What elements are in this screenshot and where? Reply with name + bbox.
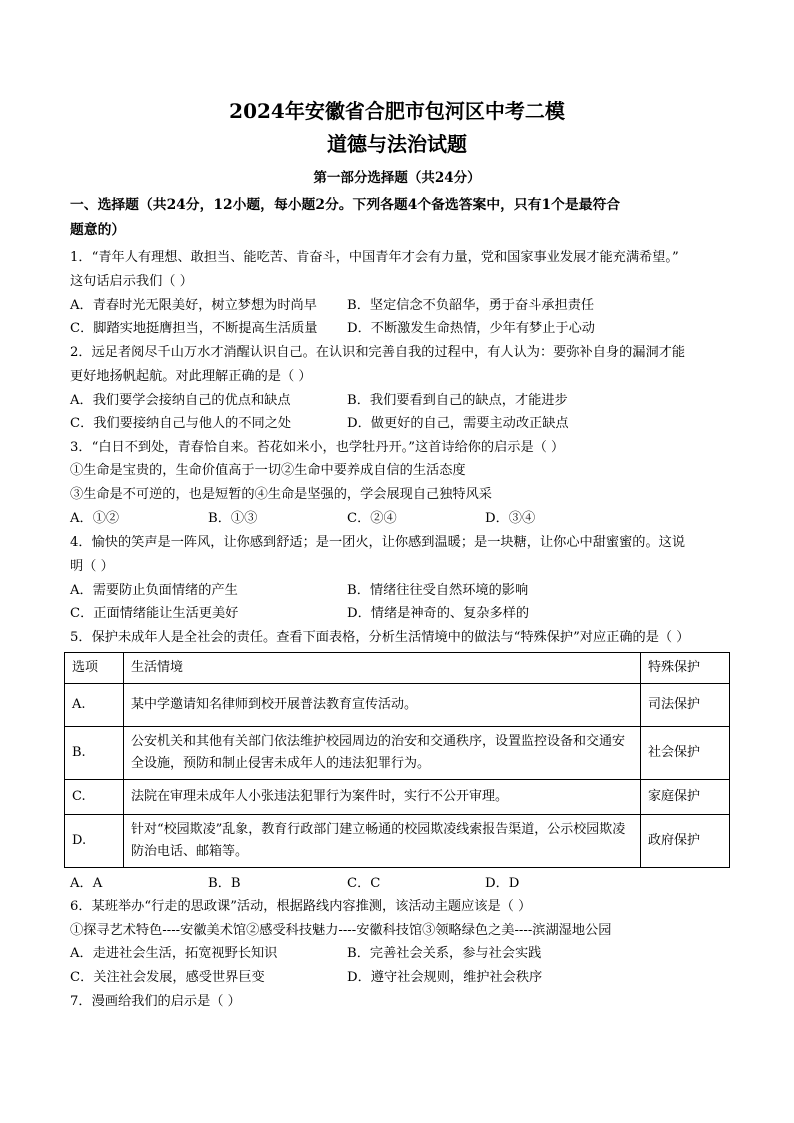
table-header-cell: 生活情境 — [124, 653, 641, 684]
q2-option-b: B．我们要看到自己的缺点，才能进步 — [347, 393, 568, 408]
q4-option-d: D．情绪是神奇的、复杂多样的 — [347, 606, 530, 621]
table-cell-scene: 某中学邀请知名律师到校开展普法教育宣传活动。 — [124, 684, 641, 727]
q3-option-c: C．②④ — [347, 511, 397, 526]
q5-option-a: A．A — [70, 876, 103, 891]
q2-option-c: C．我们要接纳自己与他人的不同之处 — [70, 416, 292, 431]
q2-option-a: A．我们要学会接纳自己的优点和缺点 — [70, 393, 291, 408]
table-cell-scene: 公安机关和其他有关部门依法维护校园周边的治安和交通秩序，设置监控设备和交通安全设施，预防和制止侵害未成年人的违法犯罪行为。 — [124, 727, 641, 780]
q3-statements-line2: ③生命是不可逆的，也是短暂的④生命是坚强的，学会展现自己独特风采 — [70, 487, 492, 502]
q4-option-a: A．需要防止负面情绪的产生 — [70, 583, 238, 598]
q5-option-b: B．B — [208, 876, 241, 891]
q3-option-a: A．①② — [70, 511, 120, 526]
table-cell-protection: 司法保护 — [641, 684, 730, 727]
q2-option-d: D．做更好的自己，需要主动改正缺点 — [347, 416, 569, 431]
table-header-cell: 特殊保护 — [641, 653, 730, 684]
exam-title: 2024年安徽省合肥市包河区中考二模 — [229, 99, 565, 123]
part-heading: 第一部分选择题（共24分） — [313, 170, 481, 186]
table-cell-option: B. — [65, 727, 124, 780]
table-cell-protection: 家庭保护 — [641, 780, 730, 815]
q4-stem-line2: 明（ ） — [70, 559, 114, 574]
q6-option-b: B．完善社会关系，参与社会实践 — [347, 946, 542, 961]
q1-option-b: B．坚定信念不负韶华，勇于奋斗承担责任 — [347, 298, 595, 313]
table-cell-option: D. — [65, 815, 124, 868]
q2-stem-line2: 更好地扬帆起航。对此理解正确的是（ ） — [70, 369, 312, 384]
q6-stem-line1: 6．某班举办“行走的思政课”活动，根据路线内容推测，该活动主题应该是（ ） — [70, 899, 532, 914]
table-cell-scene: 针对“校园欺凌”乱象，教育行政部门建立畅通的校园欺凌线索报告渠道，公示校园欺凌防治电话、邮箱等。 — [124, 815, 641, 868]
table-row — [65, 780, 730, 815]
section-instructions-line1: 一、选择题（共24分，12小题，每小题2分。下列各题4个备选答案中，只有1个是最符合 — [70, 197, 621, 213]
q4-stem-line1: 4．愉快的笑声是一阵风，让你感到舒适；是一团火，让你感到温暖；是一块糖，让你心中甜蜜蜜的。这说 — [70, 535, 686, 550]
q3-stem-line1: 3．“白日不到处，青春恰自来。苔花如米小，也学牡丹开。”这首诗给你的启示是（ ） — [70, 440, 565, 455]
table-cell-option: C. — [65, 780, 124, 815]
q4-option-c: C．正面情绪能让生活更美好 — [70, 606, 239, 621]
q5-stem: 5．保护未成年人是全社会的责任。查看下面表格，分析生活情境中的做法与“特殊保护”对应正确的是（ ） — [70, 630, 690, 645]
q6-option-c: C．关注社会发展，感受世界巨变 — [70, 970, 265, 985]
q7-stem: 7．漫画给我们的启示是（ ） — [70, 994, 241, 1009]
table-cell-protection: 社会保护 — [641, 727, 730, 780]
protection-table — [64, 652, 730, 868]
table-header-row — [65, 653, 730, 684]
q2-stem-line1: 2．远足者阅尽千山万水才消醒认识自己。在认识和完善自我的过程中，有人认为：要弥补自身的漏洞才能 — [70, 345, 686, 360]
q3-statements-line1: ①生命是宝贵的，生命价值高于一切②生命中要养成自信的生活态度 — [70, 463, 466, 478]
q1-option-a: A．青春时光无限美好，树立梦想为时尚早 — [70, 298, 317, 313]
q6-option-a: A．走进社会生活，拓宽视野长知识 — [70, 946, 278, 961]
q5-option-c: C．C — [347, 876, 381, 891]
table-row — [65, 815, 730, 868]
q1-option-c: C．脚踏实地挺膺担当，不断提高生活质量 — [70, 321, 318, 336]
q5-option-d: D．D — [485, 876, 520, 891]
q6-option-d: D．遵守社会规则，维护社会秩序 — [347, 970, 543, 985]
q3-option-d: D．③④ — [485, 511, 536, 526]
q4-option-b: B．情绪往往受自然环境的影响 — [347, 583, 529, 598]
table-header-cell: 选项 — [65, 653, 124, 684]
table-cell-scene: 法院在审理未成年人小张违法犯罪行为案件时，实行不公开审理。 — [124, 780, 641, 815]
q3-option-b: B．①③ — [208, 511, 258, 526]
exam-subject: 道德与法治试题 — [327, 132, 467, 156]
table-row — [65, 727, 730, 780]
table-cell-option: A. — [65, 684, 124, 727]
q1-stem-line2: 这句话启示我们（ ） — [70, 274, 193, 289]
section-instructions-line2: 题意的） — [70, 222, 126, 238]
table-row — [65, 684, 730, 727]
table-cell-protection: 政府保护 — [641, 815, 730, 868]
q1-stem-line1: 1．“青年人有理想、敢担当、能吃苦、肯奋斗，中国青年才会有力量，党和国家事业发展才能充满希望。” — [70, 250, 679, 265]
q6-routes: ①探寻艺术特色----安徽美术馆②感受科技魅力----安徽科技馆③领略绿色之美----滨湖湿地公园 — [70, 923, 612, 938]
q1-option-d: D．不断激发生命热情，少年有梦止于心动 — [347, 321, 595, 336]
